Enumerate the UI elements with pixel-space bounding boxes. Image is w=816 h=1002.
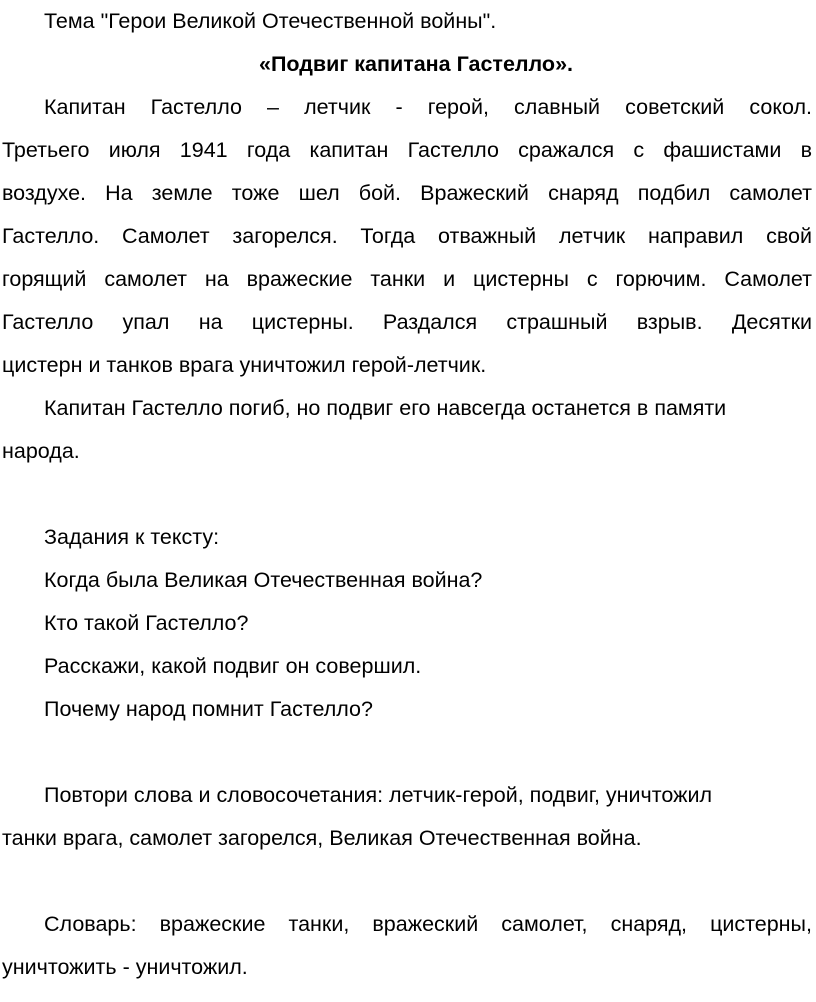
story-line: горящий самолет на вражеские танки и цистерны с горючим. Самолет (2, 267, 812, 291)
repeat-paragraph (2, 774, 812, 860)
task-item: Когда была Великая Отечественная война? (44, 568, 483, 592)
story-line: цистерн и танков врага уничтожил герой-летчик. (2, 353, 487, 377)
story-paragraph (2, 86, 812, 387)
topic-line: Тема "Герои Великой Отечественной войны". (44, 9, 497, 33)
blank-line (2, 731, 812, 774)
vocabulary-line: уничтожить - уничтожил. (2, 955, 248, 979)
task-item: Почему народ помнит Гастелло? (44, 697, 373, 721)
blank-line (2, 473, 812, 516)
story-line: Третьего июля 1941 года капитан Гастелло сражался с фашистами в (2, 138, 812, 162)
story-line: воздухе. На земле тоже шел бой. Вражеский снаряд подбил самолет (2, 181, 812, 205)
story-line: Капитан Гастелло – летчик - герой, славный советский сокол. (44, 95, 812, 119)
memory-paragraph (2, 387, 812, 473)
blank-line (2, 860, 812, 903)
repeat-line: танки врага, самолет загорелся, Великая Отечественная война. (2, 826, 642, 850)
memory-line: Капитан Гастелло погиб, но подвиг его навсегда останется в памяти (44, 396, 727, 420)
tasks-section (2, 516, 812, 731)
task-item: Расскажи, какой подвиг он совершил. (44, 654, 422, 678)
tasks-heading: Задания к тексту: (44, 525, 220, 549)
vocabulary-line: Словарь: вражеские танки, вражеский самолет, снаряд, цистерны, (44, 912, 812, 936)
story-line: Гастелло. Самолет загорелся. Тогда отважный летчик направил свой (2, 224, 812, 248)
story-title: «Подвиг капитана Гастелло». (259, 52, 573, 76)
task-item: Кто такой Гастелло? (44, 611, 249, 635)
vocabulary-paragraph (2, 903, 812, 989)
repeat-line: Повтори слова и словосочетания: летчик-герой, подвиг, уничтожил (44, 783, 713, 807)
memory-line: народа. (2, 439, 80, 463)
story-line: Гастелло упал на цистерны. Раздался страшный взрыв. Десятки (2, 310, 812, 334)
